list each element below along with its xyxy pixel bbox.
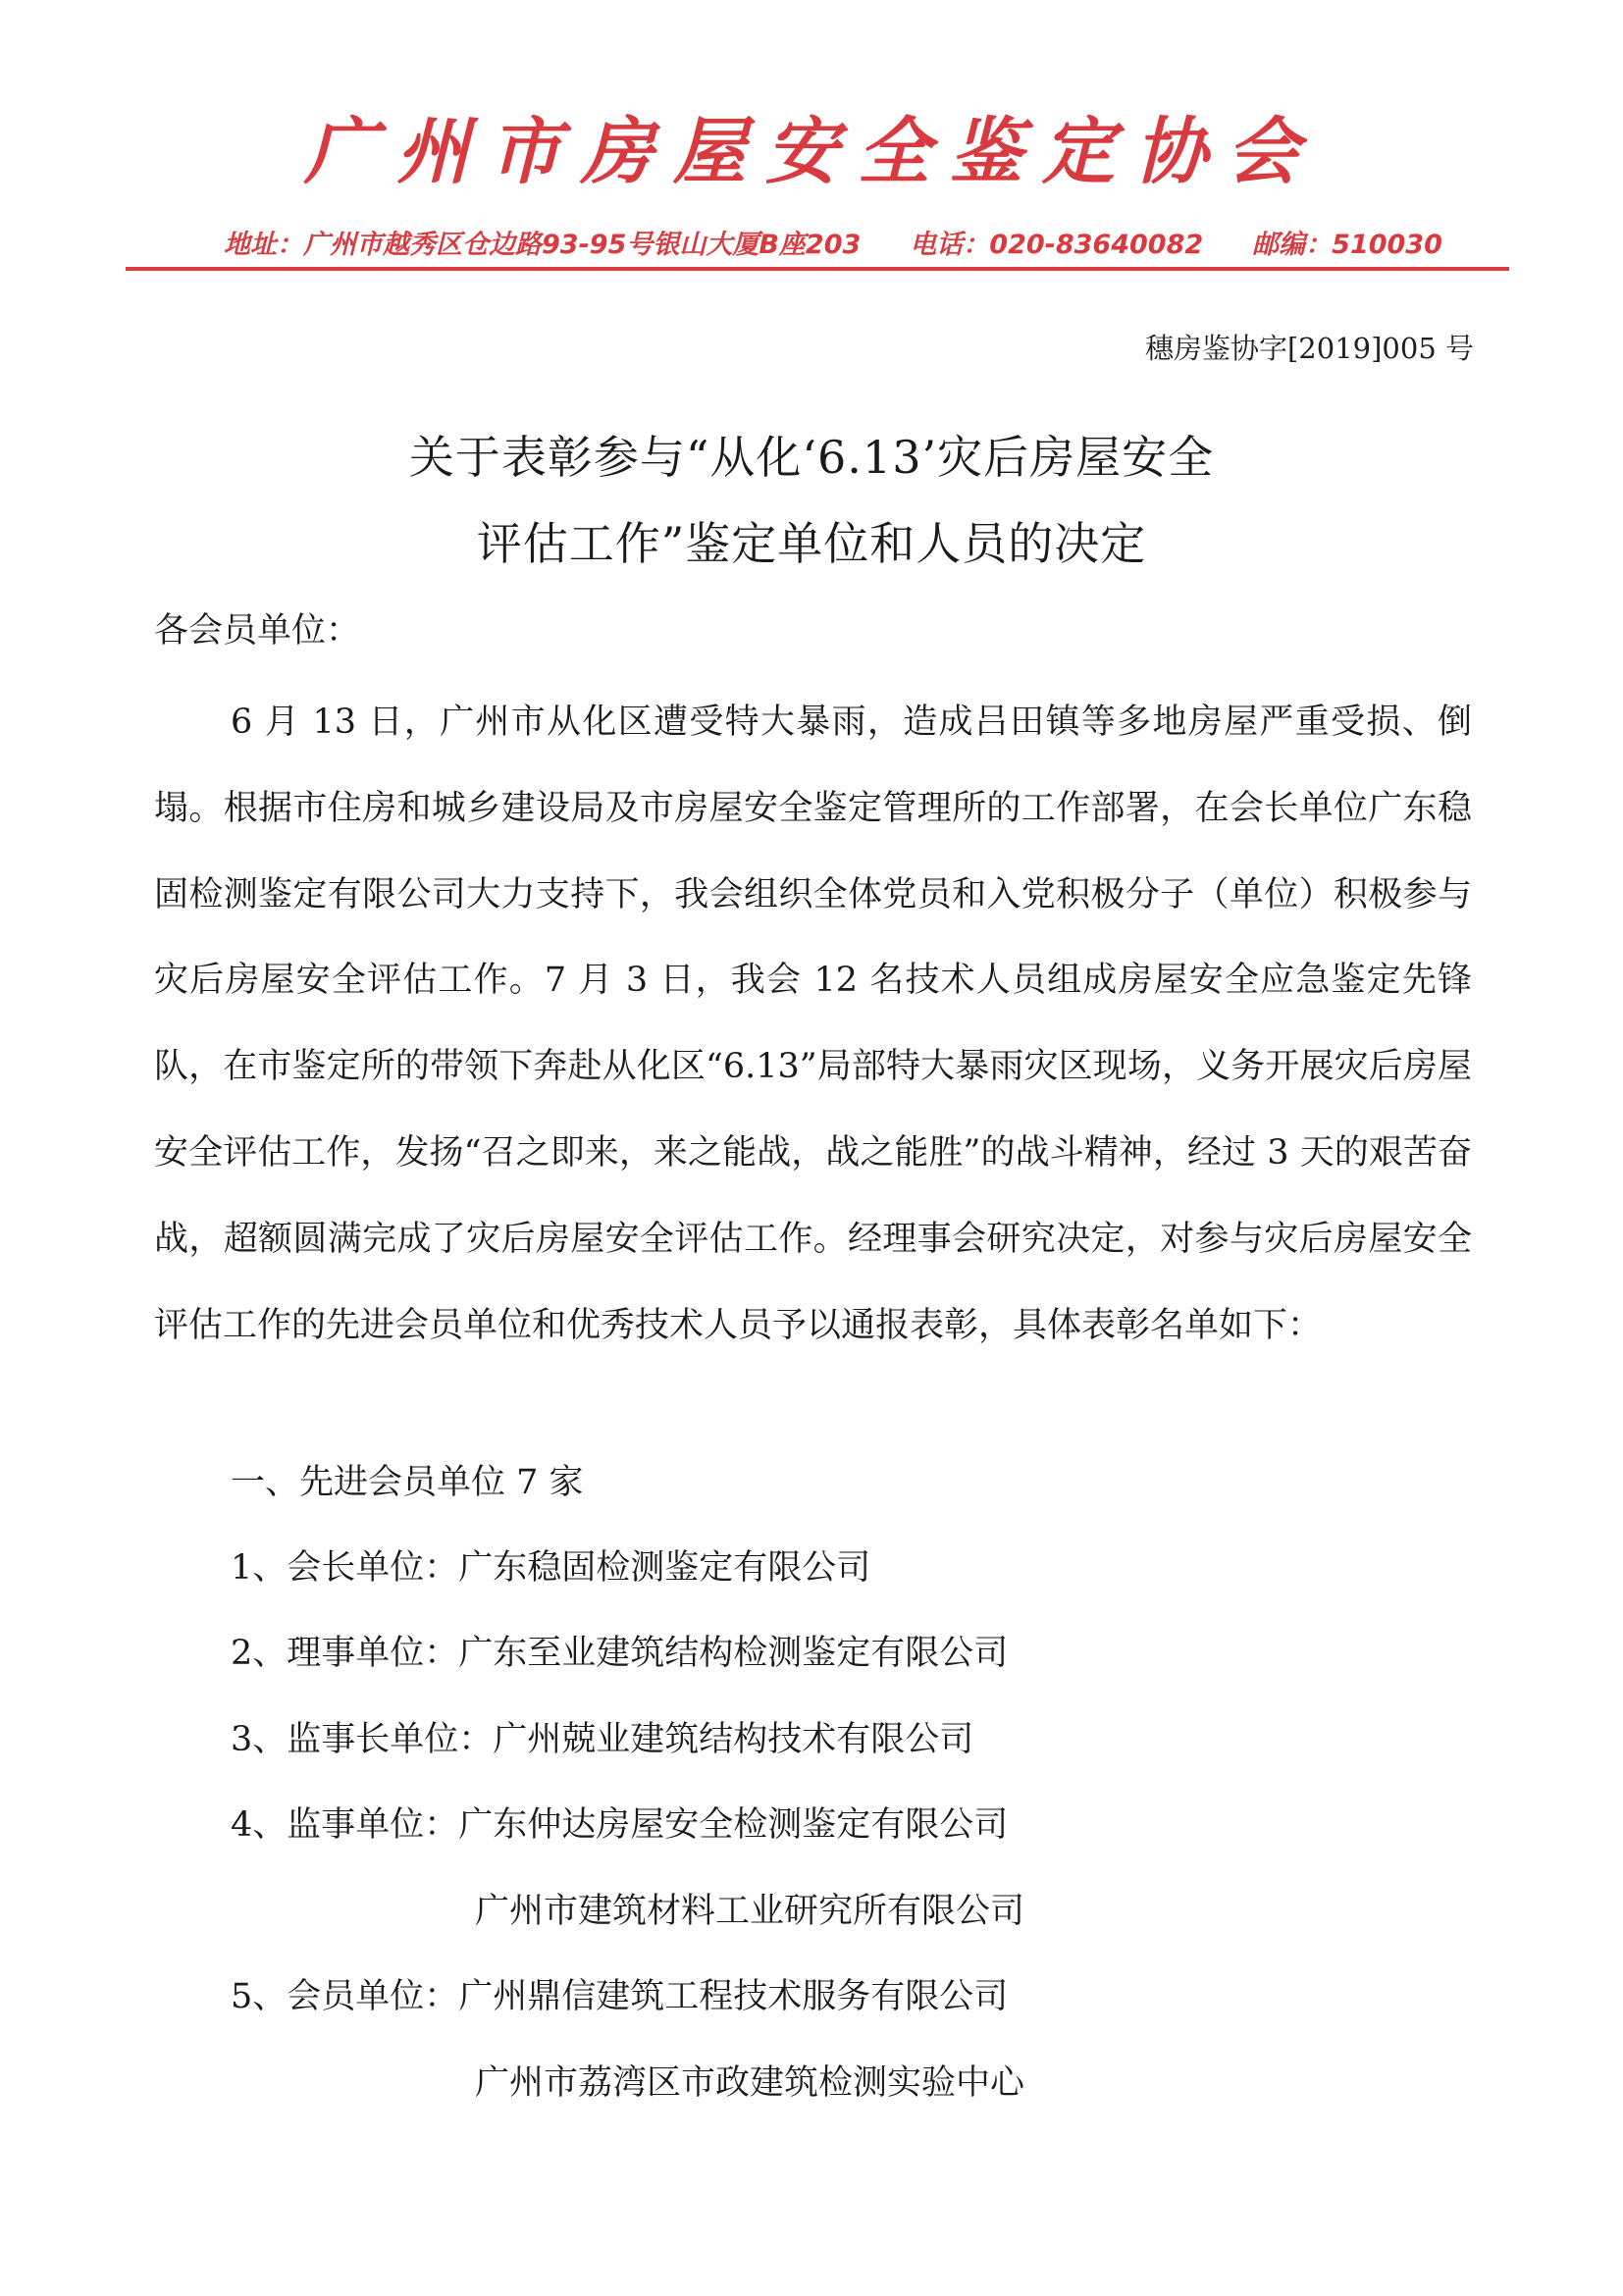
body-paragraph: 6 月 13 日，广州市从化区遭受特大暴雨，造成吕田镇等多地房屋严重受损、倒塌。根据市住房和城乡建设局及市房屋安全鉴定管理所的工作部署，在会长单位广东稳固检测鉴定有限公司大力支持下，我会组织全体党员和入党积极分子（单位）积极参与灾后房屋安全评估工作。7 月 3 日，我会 12 名技术人员组成房屋安全应急鉴定先锋队，在市鉴定所的带领下奔赴从化区“6.13”局部特大暴雨灾区现场，义务开展灾后房屋安全评估工作，发扬“召之即来，来之能战，战之能胜”的战斗精神，经过 3 天的艰苦奋战，超额圆满完成了灾后房屋安全评估工作。经理事会研究决定，对参与灾后房屋安全评估工作的先进会员单位和优秀技术人员予以通报表彰，具体表彰名单如下：	[154, 703, 1472, 1345]
list-item-name: 广州市荔湾区市政建筑检测实验中心	[475, 2063, 1025, 2103]
letterhead-phone: 电话：020-83640082	[910, 230, 1204, 260]
list-item	[231, 1969, 1008, 2018]
document-number: 穗房鉴协字[2019]005 号	[1144, 332, 1474, 365]
list-item-name: 广东仲达房屋安全检测鉴定有限公司	[458, 1805, 1009, 1845]
document-title-line-2: 评估工作”鉴定单位和人员的决定	[476, 517, 1147, 570]
letterhead-divider	[126, 267, 1509, 271]
list-item-label: 3、监事长单位：	[231, 1720, 494, 1759]
salutation: 各会员单位：	[154, 611, 361, 651]
list-item-label: 5、会员单位：	[231, 1977, 459, 2016]
list-item-label: 2、理事单位：	[231, 1634, 459, 1673]
list-item-label: 4、监事单位：	[231, 1805, 459, 1845]
section-heading: 一、先进会员单位 7 家	[231, 1463, 584, 1502]
letterhead-org-name: 广州市房屋安全鉴定协会	[304, 110, 1319, 194]
list-item-name: 广州市建筑材料工业研究所有限公司	[475, 1892, 1025, 1931]
list-item-name: 广州鼎信建筑工程技术服务有限公司	[458, 1977, 1009, 2016]
letterhead-address: 地址：广州市越秀区仓边路93-95号银山大厦B座203	[224, 230, 862, 260]
list-item-name: 广东至业建筑结构检测鉴定有限公司	[458, 1634, 1009, 1673]
letterhead-contact	[224, 223, 1492, 261]
letterhead-postcode: 邮编：510030	[1252, 230, 1442, 260]
list-item	[231, 1798, 1008, 1847]
list-item-label: 1、会长单位：	[231, 1548, 459, 1588]
list-item	[231, 1712, 973, 1761]
list-item-name: 广东稳固检测鉴定有限公司	[458, 1548, 871, 1588]
list-item	[231, 1626, 1008, 1675]
list-item-name: 广州兢业建筑结构技术有限公司	[493, 1720, 974, 1759]
document-title-line-1: 关于表彰参与“从化‘6.13’灾后房屋安全	[408, 431, 1215, 484]
list-item	[231, 1540, 870, 1590]
